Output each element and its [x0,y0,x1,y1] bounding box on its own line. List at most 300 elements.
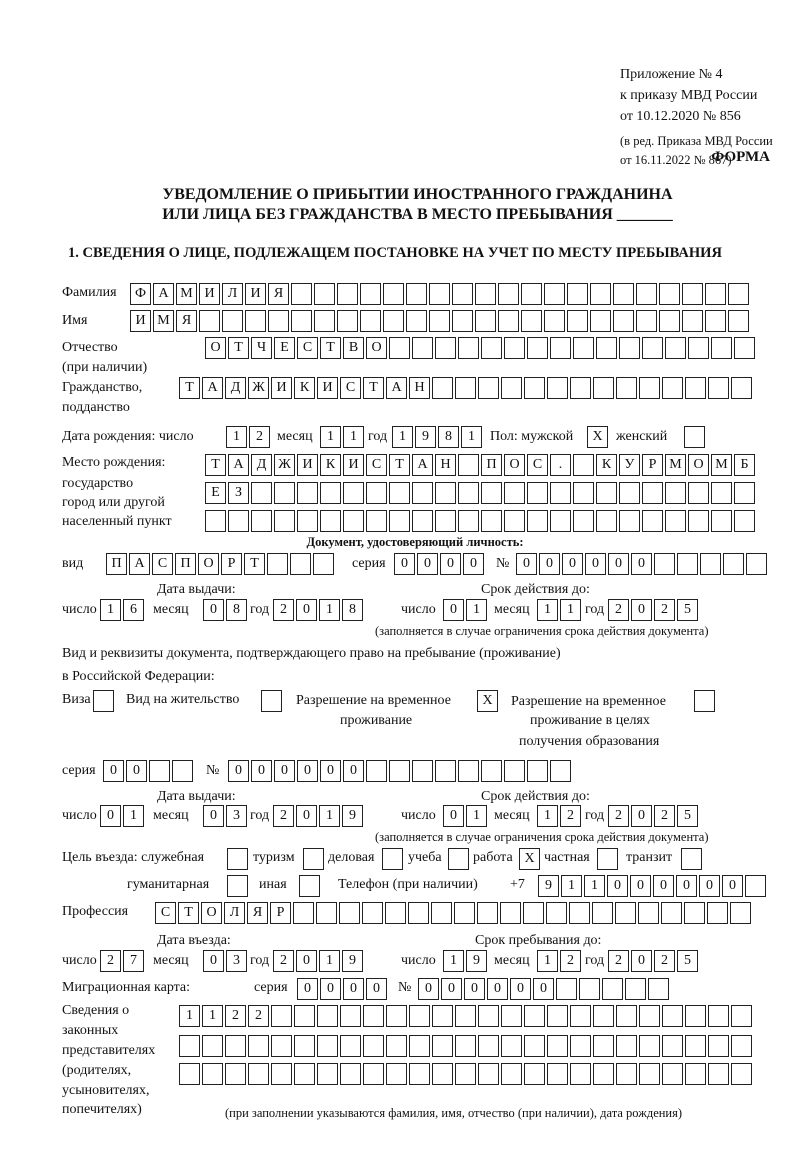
checkbox-cell[interactable] [299,875,320,897]
char-cell[interactable]: 2 [560,805,581,827]
char-cell[interactable]: И [297,454,318,476]
char-cell[interactable] [149,760,170,782]
char-cell[interactable]: З [228,482,249,504]
char-cell[interactable] [659,310,680,332]
char-cell[interactable] [248,1063,269,1085]
char-cell[interactable] [409,1005,430,1027]
char-cell[interactable]: Я [176,310,197,332]
char-cell[interactable] [682,283,703,305]
char-cell[interactable] [337,310,358,332]
char-cell[interactable] [550,482,571,504]
char-cell[interactable]: 1 [319,805,340,827]
checkbox-cell[interactable] [382,848,403,870]
char-cell[interactable]: Т [228,337,249,359]
char-cell[interactable]: 0 [296,599,317,621]
char-cell[interactable]: 1 [443,950,464,972]
char-cell[interactable] [728,310,749,332]
char-cell[interactable]: 0 [297,760,318,782]
char-cell[interactable] [685,1063,706,1085]
char-cell[interactable]: 3 [226,805,247,827]
id-valid-month-field[interactable] [537,599,583,621]
char-cell[interactable] [228,510,249,532]
char-cell[interactable] [501,1005,522,1027]
char-cell[interactable]: 0 [320,760,341,782]
char-cell[interactable] [734,510,755,532]
char-cell[interactable]: 0 [631,553,652,575]
phone-field[interactable] [538,875,768,897]
char-cell[interactable]: С [152,553,173,575]
char-cell[interactable] [199,310,220,332]
char-cell[interactable] [389,760,410,782]
char-cell[interactable] [570,377,591,399]
char-cell[interactable] [590,310,611,332]
char-cell[interactable]: И [130,310,151,332]
purpose-official-checkbox[interactable] [227,848,250,870]
char-cell[interactable] [602,978,623,1000]
char-cell[interactable]: 6 [123,599,144,621]
char-cell[interactable] [688,337,709,359]
char-cell[interactable] [734,337,755,359]
char-cell[interactable] [363,1063,384,1085]
res-number-field[interactable] [228,760,573,782]
char-cell[interactable]: 1 [537,805,558,827]
entry-day-field[interactable] [100,950,146,972]
char-cell[interactable]: 0 [510,978,531,1000]
char-cell[interactable] [271,1005,292,1027]
char-cell[interactable]: Ж [248,377,269,399]
char-cell[interactable] [570,1035,591,1057]
char-cell[interactable] [665,510,686,532]
char-cell[interactable] [501,1063,522,1085]
birthplace-line1[interactable] [205,454,757,476]
char-cell[interactable]: Б [734,454,755,476]
checkbox-cell[interactable] [227,875,248,897]
char-cell[interactable]: О [504,454,525,476]
char-cell[interactable] [556,978,577,1000]
char-cell[interactable]: М [665,454,686,476]
char-cell[interactable] [596,510,617,532]
char-cell[interactable] [455,1063,476,1085]
char-cell[interactable]: 1 [100,599,121,621]
char-cell[interactable] [662,377,683,399]
char-cell[interactable]: 1 [537,950,558,972]
char-cell[interactable] [504,760,525,782]
char-cell[interactable] [360,283,381,305]
char-cell[interactable] [662,1035,683,1057]
char-cell[interactable]: К [294,377,315,399]
char-cell[interactable]: 9 [466,950,487,972]
char-cell[interactable]: 1 [560,599,581,621]
char-cell[interactable] [389,337,410,359]
char-cell[interactable] [478,1035,499,1057]
char-cell[interactable] [688,482,709,504]
surname-field[interactable] [130,283,751,305]
char-cell[interactable] [616,1035,637,1057]
char-cell[interactable] [596,337,617,359]
char-cell[interactable] [501,377,522,399]
char-cell[interactable]: О [201,902,222,924]
checkbox-cell[interactable] [93,690,114,712]
char-cell[interactable]: 0 [343,760,364,782]
char-cell[interactable]: К [320,454,341,476]
char-cell[interactable]: П [481,454,502,476]
char-cell[interactable] [550,337,571,359]
patronymic-field[interactable] [205,337,757,359]
char-cell[interactable] [274,482,295,504]
id-number-field[interactable] [516,553,769,575]
char-cell[interactable] [458,337,479,359]
char-cell[interactable]: 9 [415,426,436,448]
char-cell[interactable] [455,377,476,399]
char-cell[interactable]: 2 [654,950,675,972]
char-cell[interactable] [406,283,427,305]
char-cell[interactable]: А [153,283,174,305]
char-cell[interactable] [412,760,433,782]
char-cell[interactable]: 0 [296,805,317,827]
char-cell[interactable]: М [176,283,197,305]
char-cell[interactable] [386,1035,407,1057]
char-cell[interactable] [432,1005,453,1027]
char-cell[interactable] [654,553,675,575]
char-cell[interactable] [639,1063,660,1085]
char-cell[interactable]: И [271,377,292,399]
char-cell[interactable] [638,902,659,924]
char-cell[interactable] [567,310,588,332]
checkbox-cell[interactable] [684,426,705,448]
char-cell[interactable] [523,902,544,924]
char-cell[interactable] [429,310,450,332]
char-cell[interactable] [435,337,456,359]
char-cell[interactable] [481,482,502,504]
char-cell[interactable] [685,377,706,399]
char-cell[interactable] [550,760,571,782]
char-cell[interactable] [613,283,634,305]
char-cell[interactable] [458,760,479,782]
char-cell[interactable] [293,902,314,924]
char-cell[interactable] [498,310,519,332]
char-cell[interactable] [366,760,387,782]
char-cell[interactable] [527,760,548,782]
char-cell[interactable]: 3 [226,950,247,972]
char-cell[interactable]: 0 [607,875,628,897]
char-cell[interactable]: 0 [464,978,485,1000]
char-cell[interactable] [550,510,571,532]
char-cell[interactable] [435,760,456,782]
char-cell[interactable]: 1 [202,1005,223,1027]
char-cell[interactable]: 0 [343,978,364,1000]
char-cell[interactable]: 0 [296,950,317,972]
purpose-business-checkbox[interactable] [382,848,405,870]
char-cell[interactable]: 7 [123,950,144,972]
char-cell[interactable] [340,1005,361,1027]
checkbox-cell[interactable] [261,690,282,712]
char-cell[interactable] [685,1005,706,1027]
char-cell[interactable]: С [155,902,176,924]
char-cell[interactable] [248,1035,269,1057]
char-cell[interactable]: М [153,310,174,332]
char-cell[interactable]: 0 [418,978,439,1000]
char-cell[interactable]: 0 [100,805,121,827]
char-cell[interactable]: И [343,454,364,476]
char-cell[interactable] [362,902,383,924]
citizenship-field[interactable] [179,377,754,399]
char-cell[interactable]: О [366,337,387,359]
char-cell[interactable] [478,1005,499,1027]
char-cell[interactable]: 1 [226,426,247,448]
char-cell[interactable] [435,510,456,532]
char-cell[interactable] [290,553,311,575]
sex-female-checkbox[interactable] [684,426,707,448]
char-cell[interactable] [723,553,744,575]
char-cell[interactable] [501,1035,522,1057]
char-cell[interactable] [313,553,334,575]
char-cell[interactable] [593,1005,614,1027]
id-issue-year-field[interactable] [273,599,365,621]
char-cell[interactable]: А [202,377,223,399]
char-cell[interactable]: 0 [630,875,651,897]
char-cell[interactable] [662,1063,683,1085]
char-cell[interactable]: Т [179,377,200,399]
char-cell[interactable]: 9 [342,950,363,972]
char-cell[interactable]: 8 [226,599,247,621]
birth-month-field[interactable] [320,426,366,448]
id-issue-day-field[interactable] [100,599,146,621]
char-cell[interactable] [343,510,364,532]
char-cell[interactable] [524,1063,545,1085]
res-valid-year-field[interactable] [608,805,700,827]
char-cell[interactable]: О [205,337,226,359]
char-cell[interactable] [202,1063,223,1085]
char-cell[interactable]: Е [274,337,295,359]
char-cell[interactable] [708,1035,729,1057]
char-cell[interactable] [527,510,548,532]
char-cell[interactable] [544,310,565,332]
checkbox-cell[interactable]: X [587,426,608,448]
stay-year-field[interactable] [608,950,700,972]
char-cell[interactable]: 0 [699,875,720,897]
char-cell[interactable] [389,482,410,504]
char-cell[interactable] [684,902,705,924]
char-cell[interactable]: Т [244,553,265,575]
char-cell[interactable]: А [228,454,249,476]
id-kind-field[interactable] [106,553,336,575]
char-cell[interactable]: 0 [533,978,554,1000]
char-cell[interactable] [700,553,721,575]
char-cell[interactable] [274,510,295,532]
char-cell[interactable]: 1 [123,805,144,827]
char-cell[interactable]: 0 [417,553,438,575]
char-cell[interactable] [662,1005,683,1027]
char-cell[interactable] [642,482,663,504]
char-cell[interactable]: Я [247,902,268,924]
char-cell[interactable]: 0 [228,760,249,782]
res-issue-day-field[interactable] [100,805,146,827]
char-cell[interactable] [385,902,406,924]
res-valid-day-field[interactable] [443,805,489,827]
char-cell[interactable] [477,902,498,924]
name-field[interactable] [130,310,751,332]
char-cell[interactable]: 2 [560,950,581,972]
char-cell[interactable] [271,1035,292,1057]
char-cell[interactable]: 1 [461,426,482,448]
char-cell[interactable]: Н [409,377,430,399]
char-cell[interactable] [547,1005,568,1027]
char-cell[interactable] [661,902,682,924]
char-cell[interactable]: 0 [585,553,606,575]
char-cell[interactable] [320,482,341,504]
char-cell[interactable] [267,553,288,575]
char-cell[interactable]: 0 [722,875,743,897]
char-cell[interactable] [409,1063,430,1085]
char-cell[interactable]: 0 [443,599,464,621]
char-cell[interactable] [616,1063,637,1085]
char-cell[interactable]: 2 [608,599,629,621]
birthplace-line3[interactable] [205,510,757,532]
char-cell[interactable] [478,1063,499,1085]
char-cell[interactable] [205,510,226,532]
char-cell[interactable] [406,310,427,332]
char-cell[interactable]: 2 [654,805,675,827]
char-cell[interactable]: 5 [677,805,698,827]
char-cell[interactable] [613,310,634,332]
char-cell[interactable] [481,760,502,782]
char-cell[interactable] [547,377,568,399]
char-cell[interactable]: 0 [463,553,484,575]
char-cell[interactable] [172,760,193,782]
char-cell[interactable]: 2 [273,805,294,827]
char-cell[interactable]: 0 [487,978,508,1000]
char-cell[interactable]: Д [251,454,272,476]
char-cell[interactable]: Л [224,902,245,924]
char-cell[interactable] [291,283,312,305]
char-cell[interactable] [343,482,364,504]
char-cell[interactable] [340,1063,361,1085]
char-cell[interactable] [500,902,521,924]
residence-permit-checkbox[interactable] [261,690,284,712]
char-cell[interactable]: 0 [441,978,462,1000]
char-cell[interactable] [593,1063,614,1085]
char-cell[interactable]: И [317,377,338,399]
char-cell[interactable] [317,1005,338,1027]
char-cell[interactable] [408,902,429,924]
char-cell[interactable] [570,1063,591,1085]
char-cell[interactable] [432,1063,453,1085]
char-cell[interactable] [222,310,243,332]
checkbox-cell[interactable] [597,848,618,870]
char-cell[interactable]: 0 [366,978,387,1000]
char-cell[interactable]: 8 [342,599,363,621]
char-cell[interactable] [271,1063,292,1085]
char-cell[interactable] [412,337,433,359]
char-cell[interactable] [504,482,525,504]
checkbox-cell[interactable] [303,848,324,870]
char-cell[interactable]: 2 [225,1005,246,1027]
reps-line1[interactable] [179,1005,754,1027]
char-cell[interactable] [340,1035,361,1057]
char-cell[interactable]: 2 [249,426,270,448]
birth-day-field[interactable] [226,426,272,448]
char-cell[interactable] [316,902,337,924]
char-cell[interactable]: О [198,553,219,575]
char-cell[interactable]: 0 [274,760,295,782]
char-cell[interactable] [225,1063,246,1085]
char-cell[interactable] [711,337,732,359]
id-series-field[interactable] [394,553,486,575]
reps-line2[interactable] [179,1035,754,1057]
char-cell[interactable]: Ф [130,283,151,305]
char-cell[interactable]: 2 [100,950,121,972]
char-cell[interactable]: А [386,377,407,399]
char-cell[interactable] [524,1035,545,1057]
char-cell[interactable]: 0 [320,978,341,1000]
char-cell[interactable] [579,978,600,1000]
char-cell[interactable]: 1 [392,426,413,448]
char-cell[interactable]: 5 [677,950,698,972]
mig-number-field[interactable] [418,978,671,1000]
char-cell[interactable]: С [527,454,548,476]
char-cell[interactable]: 0 [653,875,674,897]
char-cell[interactable]: 0 [251,760,272,782]
char-cell[interactable]: П [106,553,127,575]
char-cell[interactable] [593,377,614,399]
char-cell[interactable] [481,337,502,359]
char-cell[interactable]: . [550,454,571,476]
char-cell[interactable] [179,1035,200,1057]
char-cell[interactable]: Е [205,482,226,504]
char-cell[interactable] [625,978,646,1000]
char-cell[interactable] [573,337,594,359]
char-cell[interactable] [642,337,663,359]
char-cell[interactable] [616,377,637,399]
char-cell[interactable] [251,482,272,504]
char-cell[interactable] [731,1005,752,1027]
char-cell[interactable] [731,377,752,399]
char-cell[interactable] [432,1035,453,1057]
char-cell[interactable]: А [129,553,150,575]
char-cell[interactable] [544,283,565,305]
char-cell[interactable] [527,337,548,359]
char-cell[interactable]: 0 [440,553,461,575]
char-cell[interactable] [711,510,732,532]
char-cell[interactable] [389,510,410,532]
profession-field[interactable] [155,902,753,924]
char-cell[interactable] [619,337,640,359]
char-cell[interactable] [745,875,766,897]
char-cell[interactable] [320,510,341,532]
visa-checkbox[interactable] [93,690,116,712]
entry-year-field[interactable] [273,950,365,972]
char-cell[interactable]: 1 [561,875,582,897]
char-cell[interactable] [639,1035,660,1057]
birth-year-field[interactable] [392,426,484,448]
id-valid-year-field[interactable] [608,599,700,621]
char-cell[interactable]: Р [270,902,291,924]
char-cell[interactable] [665,482,686,504]
edu-permit-checkbox[interactable] [694,690,717,712]
char-cell[interactable]: 1 [319,599,340,621]
char-cell[interactable] [677,553,698,575]
checkbox-cell[interactable] [694,690,715,712]
char-cell[interactable]: 2 [608,805,629,827]
char-cell[interactable]: Т [389,454,410,476]
char-cell[interactable] [639,1005,660,1027]
char-cell[interactable] [619,482,640,504]
checkbox-cell[interactable] [681,848,702,870]
char-cell[interactable] [386,1063,407,1085]
purpose-other-checkbox[interactable] [299,875,322,897]
checkbox-cell[interactable]: X [477,690,498,712]
char-cell[interactable]: Л [222,283,243,305]
